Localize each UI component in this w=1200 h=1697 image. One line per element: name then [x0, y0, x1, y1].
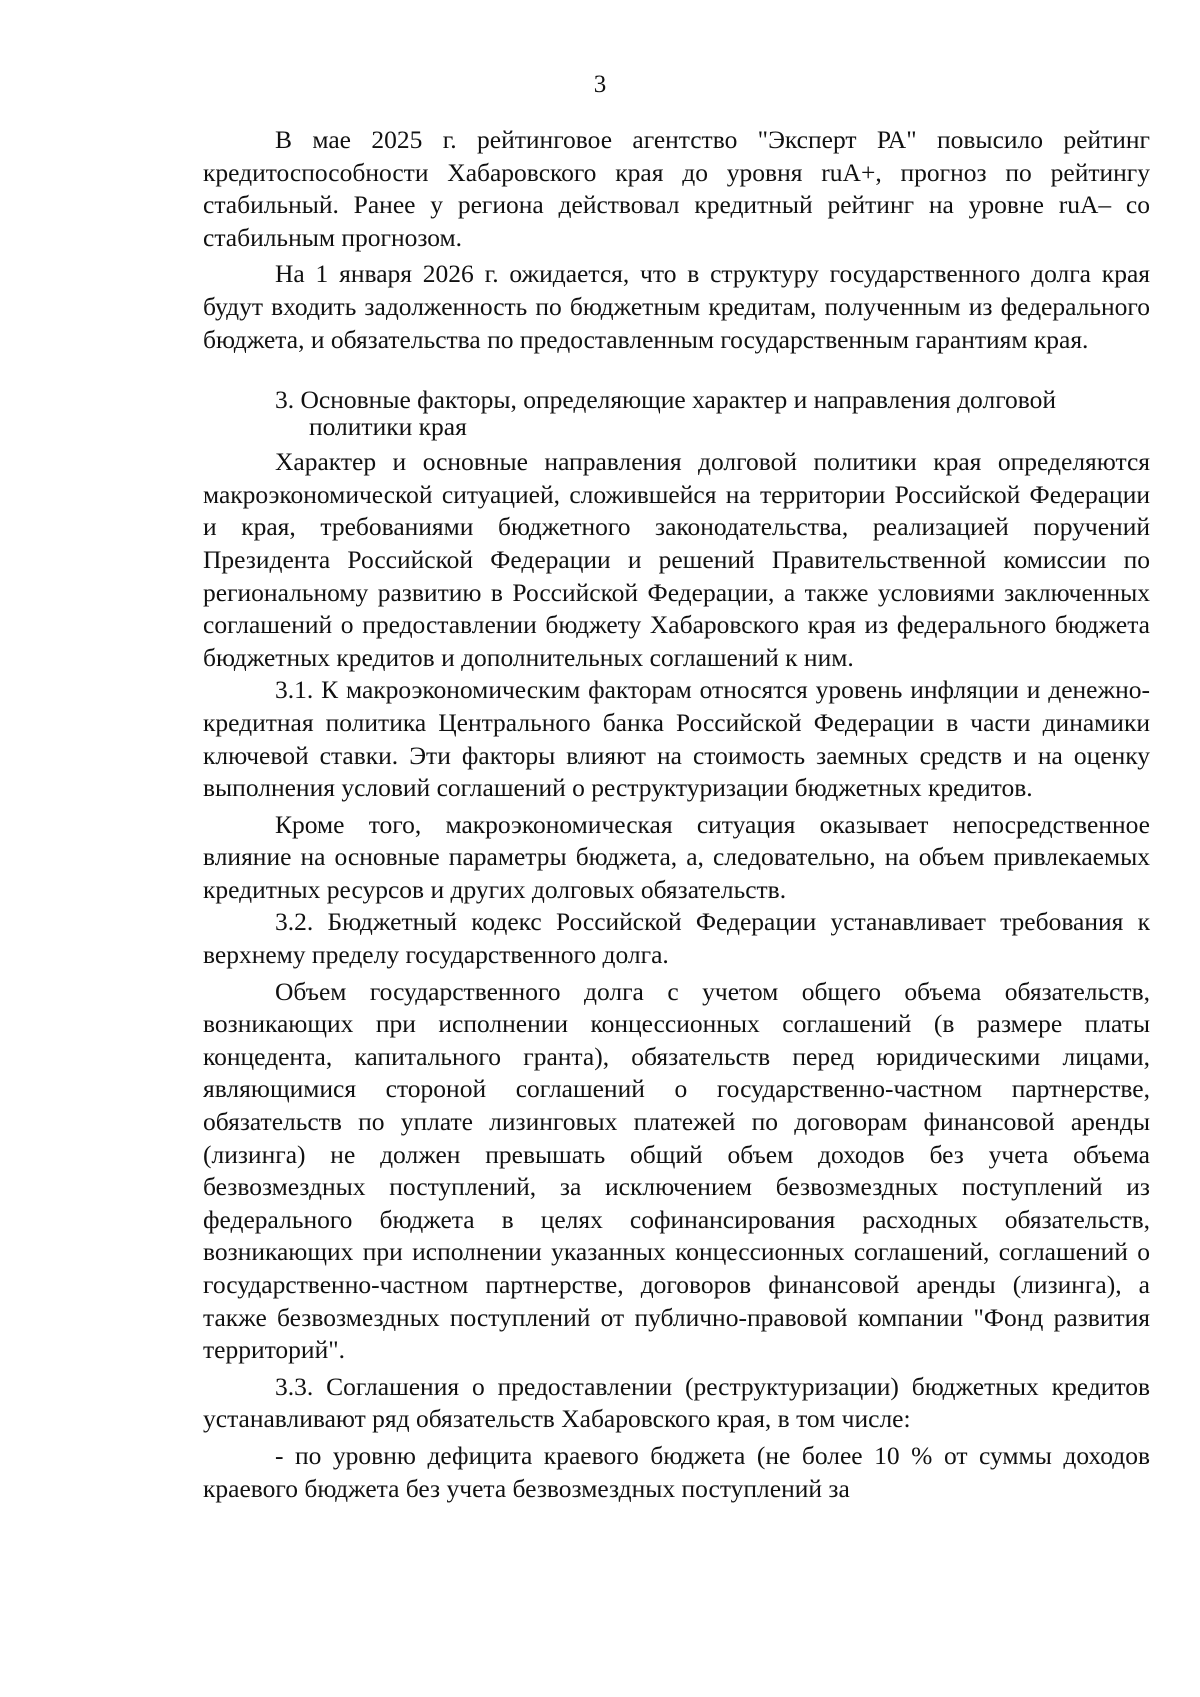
paragraph-3-1-macro-factors: 3.1. К макроэкономическим факторам относятся уровень инфляции и денежно-кредитная политика Центрального банка Российской Федерации в части динамики ключевой ставки. Эти факторы влияют на стоимость заемных средств и на оценку выполнения условий соглашений о реструктуризации бюджетных кредитов.: [203, 675, 1150, 803]
section-heading: [203, 386, 1150, 440]
paragraph-rating: В мае 2025 г. рейтинговое агентство "Эксперт РА" повысило рейтинг кредитоспособности Хабаровского края до уровня ruA+, прогноз по рейтингу стабильный. Ранее у региона действовал кредитный рейтинг на уровне ruA– со стабильным прогнозом.: [203, 125, 1150, 252]
paragraph-3-2-budget-code: 3.2. Бюджетный кодекс Российской Федерации устанавливает требования к верхнему пределу государственного долга.: [203, 907, 1150, 970]
paragraph-macro-influence: Кроме того, макроэкономическая ситуация оказывает непосредственное влияние на основные параметры бюджета, а, следовательно, на объем привлекаемых кредитных ресурсов и других долговых обязательств.: [203, 809, 1150, 904]
document-body: [203, 124, 1150, 1505]
paragraph-3-3-agreements: 3.3. Соглашения о предоставлении (реструктуризации) бюджетных кредитов устанавливают ряд обязательств Хабаровского края, в том числе:: [203, 1371, 1150, 1434]
paragraph-deficit-obligation: - по уровню дефицита краевого бюджета (не более 10 % от суммы доходов краевого бюджета без учета безвозмездных поступлений за: [203, 1440, 1150, 1503]
paragraph-debt-volume: Объем государственного долга с учетом общего объема обязательств, возникающих при исполнении концессионных соглашений (в размере платы концедента, капитального гранта), обязательств перед юридическими лицами, являющимися стороной соглашений о государственно-частном партнерстве, обязательств по уплате лизинговых платежей по договорам финансовой аренды (лизинга) не должен превышать общий объем доходов без учета объема безвозмездных поступлений, за исключением безвозмездных поступлений из федерального бюджета в целях софинансирования расходных обязательств, возникающих при исполнении указанных концессионных соглашений, соглашений о государственно-частном партнерстве, договоров финансовой аренды (лизинга), а также безвозмездных поступлений от публично-правовой компании "Фонд развития территорий".: [203, 976, 1150, 1365]
section-heading-line2: политики края: [309, 412, 467, 442]
paragraph-debt-structure: На 1 января 2026 г. ожидается, что в структуру государственного долга края будут входить задолженность по бюджетным кредитам, полученным из федерального бюджета, и обязательства по предоставленным государственным гарантиям края.: [203, 259, 1150, 354]
paragraph-debt-policy-factors: Характер и основные направления долговой политики края определяются макроэкономической ситуацией, сложившейся на территории Российской Федерации и края, требованиями бюджетного законодательства, реализацией поручений Президента Российской Федерации и решений Правительственной комиссии по региональному развитию в Российской Федерации, а также условиями заключенных соглашений о предоставлении бюджету Хабаровского края из федерального бюджета бюджетных кредитов и дополнительных соглашений к ним.: [203, 447, 1150, 672]
section-heading-line1: 3. Основные факторы, определяющие характер и направления долговой: [275, 385, 1057, 415]
page-number: 3: [593, 71, 607, 98]
